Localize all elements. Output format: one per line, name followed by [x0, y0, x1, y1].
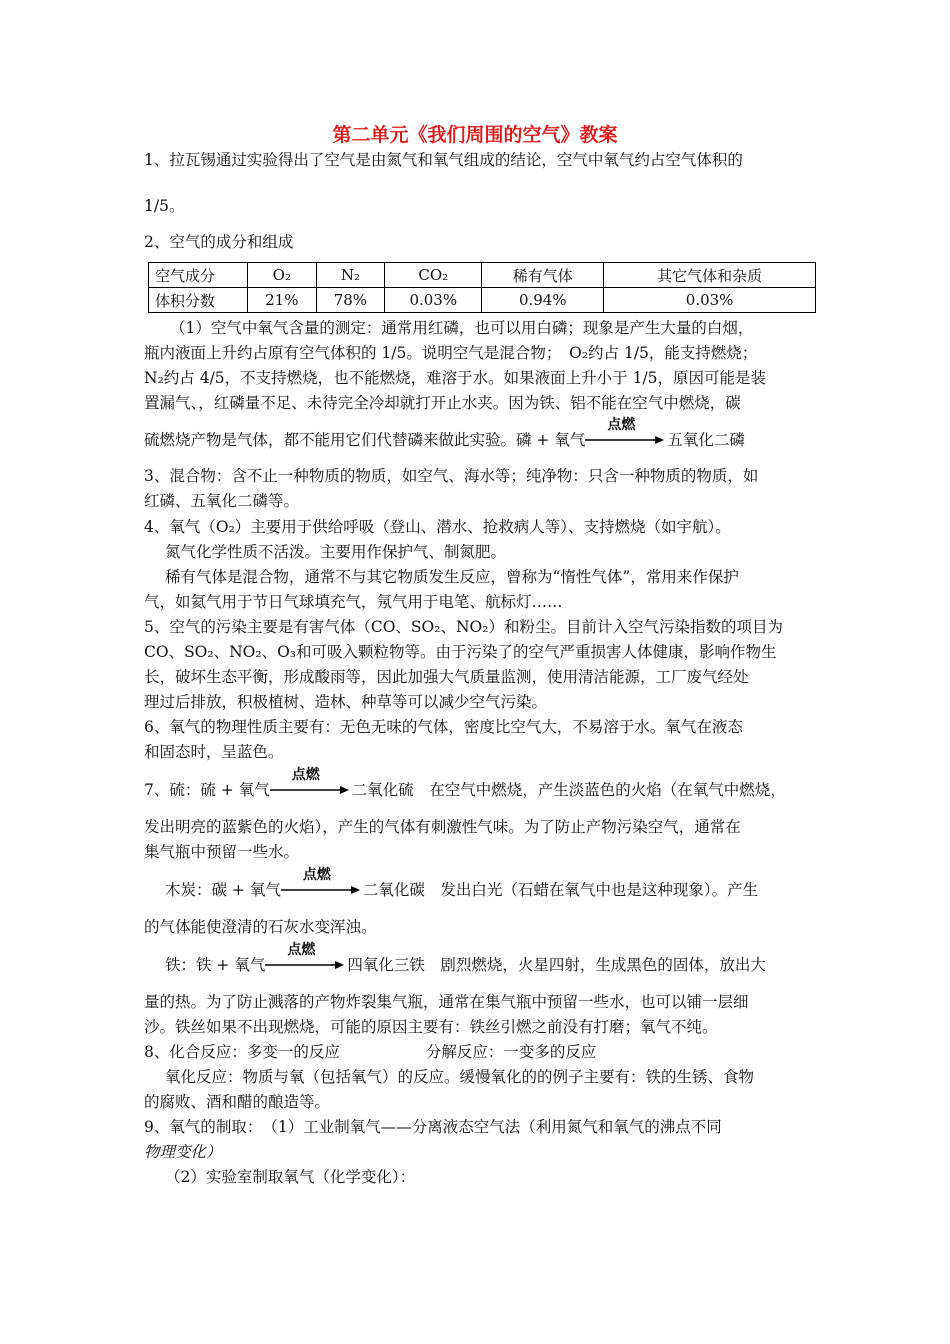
equation-product: 五氧化二磷 [667, 431, 745, 449]
p9-line3: （2）实验室制取氧气（化学变化）： [165, 1168, 416, 1186]
reaction-arrow [270, 767, 352, 800]
p5-line1: 5、空气的污染主要是有害气体（CO、SO₂、NO₂）和粉尘。目前计入空气污染指数的项目为 [144, 618, 783, 636]
p5-line4: 理过后排放，积极植树、造林、种草等可以减少空气污染。 [144, 693, 548, 711]
table-cell: CO₂ [385, 263, 482, 288]
p8-line3: 的腐败、酒和醋的酿造等。 [144, 1093, 331, 1111]
s1-line4: 置漏气、，红磷量不足、未待完全冷却就打开止水夹。因为铁、铝不能在空气中燃烧，碳 [144, 394, 741, 412]
s1-line1: （1）空气中氧气含量的测定：通常用红磷，也可以用白磷；现象是产生大量的白烟， [170, 319, 754, 337]
s1-line3: N₂约占 4/5，不支持燃烧，也不能燃烧，难溶于水。如果液面上升小于 1/5，原因可能是装 [144, 369, 767, 387]
table-cell: 其它气体和杂质 [604, 263, 816, 288]
p9-line1: 9、氧气的制取： （1）工业制氧气——分离液态空气法（利用氮气和氧气的沸点不同 [144, 1118, 722, 1136]
p4-line4: 气，如氦气用于节日气球填充气，氖气用于电笔、航标灯…… [144, 593, 563, 611]
p1-line1: 1、拉瓦锡通过实验得出了空气是由氮气和氧气组成的结论，空气中氧气约占空气体积的 [144, 151, 743, 169]
table-cell: 0.03% [604, 288, 816, 313]
p7-sulfur-line2: 发出明亮的蓝紫色的火焰），产生的气体有刺激性气味。为了防止产物污染空气，通常在 [144, 818, 741, 836]
p7-iron-line2: 量的热。为了防止溅落的产物炸裂集气瓶，通常在集气瓶中预留一些水，也可以铺一层细 [144, 993, 749, 1011]
page-title: 第二单元《我们周围的空气》教案 [332, 124, 618, 146]
equation-product: 四氧化三铁 剧烈燃烧，火星四射，生成黑色的固体，放出大 [347, 956, 766, 974]
p7-iron-line1 [165, 942, 766, 975]
s1-line2: 瓶内液面上升约占原有空气体积的 1/5。说明空气是混合物； O₂约占 1/5，能支持燃烧； [144, 344, 758, 362]
arrow-label: 点燃 [291, 767, 320, 783]
physical-change-note: 物理变化） [144, 1143, 222, 1161]
p7-carbon-line1 [165, 867, 759, 900]
p7-sulfur-line1 [144, 767, 786, 800]
p8-line2: 氧化反应：物质与氧（包括氧气）的反应。缓慢氧化的的例子主要有：铁的生锈、食物 [165, 1068, 755, 1086]
combination-reaction: 8、化合反应：多变一的反应 [144, 1043, 340, 1061]
table-cell: 体积分数 [149, 288, 248, 313]
table-cell: O₂ [248, 263, 317, 288]
p4-line2: 氮气化学性质不活泼。主要用作保护气、制氮肥。 [165, 543, 507, 561]
equation-reactants: 木炭：碳 + 氧气 [165, 881, 281, 899]
reaction-arrow [265, 942, 347, 975]
equation-reactants: 铁：铁 + 氧气 [165, 956, 266, 974]
equation-reactants: 7、硫：硫 + 氧气 [144, 781, 270, 799]
table-cell: 稀有气体 [482, 263, 604, 288]
table-cell: 0.94% [482, 288, 604, 313]
p2-heading: 2、空气的成分和组成 [144, 233, 294, 251]
s1-line5 [144, 417, 745, 450]
decomposition-reaction: 分解反应：一变多的反应 [425, 1043, 597, 1061]
arrow-icon [585, 435, 665, 445]
table-cell: 21% [248, 288, 317, 313]
p8-line1 [144, 1042, 596, 1062]
reaction-arrow [281, 867, 363, 900]
equation-reactants: 硫燃烧产物是气体，都不能用它们代替磷来做此实验。磷 + 氧气 [144, 431, 586, 449]
arrow-icon [265, 960, 345, 970]
equation-product: 二氧化硫 在空气中燃烧，产生淡蓝色的火焰（在氧气中燃烧， [351, 781, 786, 799]
p4-line1: 4、氧气（O₂）主要用于供给呼吸（登山、潜水、抢救病人等）、支持燃烧（如宇航）。 [144, 518, 731, 536]
table-cell: 78% [316, 288, 385, 313]
p6-line1: 6、氧气的物理性质主要有：无色无味的气体，密度比空气大，不易溶于水。氧气在液态 [144, 718, 743, 736]
arrow-icon [270, 785, 350, 795]
reaction-arrow [585, 417, 667, 450]
p3-line1: 3、混合物：含不止一种物质的物质，如空气、海水等；纯净物：只含一种物质的物质，如 [144, 467, 759, 485]
arrow-label: 点燃 [302, 867, 331, 883]
arrow-label: 点燃 [607, 417, 636, 433]
p6-line2: 和固态时，呈蓝色。 [144, 743, 284, 761]
table-row [149, 263, 816, 288]
air-composition-table [148, 262, 816, 313]
p9-line2 [144, 1142, 222, 1162]
table-cell: 空气成分 [149, 263, 248, 288]
equation-product: 二氧化碳 发出白光（石蜡在氧气中也是这种现象）。产生 [362, 881, 759, 899]
p7-sulfur-line3: 集气瓶中预留一些水。 [144, 843, 300, 861]
arrow-label: 点燃 [287, 942, 316, 958]
arrow-icon [281, 885, 361, 895]
table-cell: 0.03% [385, 288, 482, 313]
p5-line3: 长，破坏生态平衡，形成酸雨等，因此加强大气质量监测，使用清洁能源，工厂废气经处 [144, 668, 749, 686]
p1-line2: 1/5。 [144, 197, 185, 215]
table-row [149, 288, 816, 313]
p5-line2: CO、SO₂、NO₂、O₃和可吸入颗粒物等。由于污染了的空气严重损害人体健康，影响作物生 [144, 643, 777, 661]
table-cell: N₂ [316, 263, 385, 288]
p7-carbon-line2: 的气体能使澄清的石灰水变浑浊。 [144, 918, 377, 936]
p7-iron-line3: 沙。铁丝如果不出现燃烧，可能的原因主要有：铁丝引燃之前没有打磨；氧气不纯。 [144, 1018, 718, 1036]
p3-line2: 红磷、五氧化二磷等。 [144, 492, 300, 510]
p4-line3: 稀有气体是混合物，通常不与其它物质发生反应，曾称为“惰性气体”，常用来作保护 [165, 568, 739, 586]
